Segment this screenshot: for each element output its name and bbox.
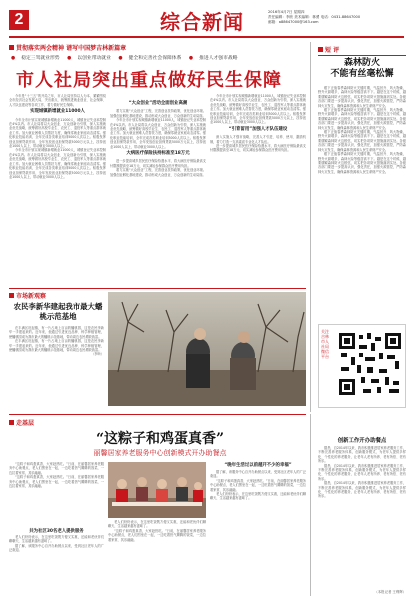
market-photo bbox=[108, 292, 306, 406]
sidebar-body bbox=[318, 86, 406, 322]
bullet-icon: ● bbox=[67, 56, 72, 61]
sidebar-headline-1: 森林防火 bbox=[343, 58, 380, 68]
bottom-headline: “这粽子和鸡蛋真香” bbox=[95, 431, 225, 447]
body-2-text: 着力实施“大众创业”工程，完善创业扶持政策，优化创业环境。加强创业孵化基地建设，推动形成大众创业、万众创新的生动局面。 bbox=[110, 109, 206, 118]
subhead-2: “大众创业”活动全面创业高潮 bbox=[128, 101, 188, 106]
bottom-mid-text: 老人们纷纷表示，在这里吃饭既方便又实惠，还能和老伙伴们聊聊天，生活越来越有滋味了。 bbox=[108, 520, 206, 529]
bottom-col-3 bbox=[210, 470, 306, 596]
market-tag bbox=[9, 291, 46, 300]
sidebar-headline-2: 不能有丝毫松懈 bbox=[330, 69, 394, 79]
bottom-mid-text-2: “这粽子和鸡蛋真香，大家趁热吃。”日前，在丽馨居家养老服务中心助餐点，老人们围坐在一起，一边吃着热气腾腾的饭菜，一边拉着家常，其乐融融。 bbox=[108, 528, 206, 542]
sidebar-rule bbox=[318, 55, 406, 56]
bottom-tag-text: 走基层 bbox=[16, 420, 35, 427]
column-headline: 创新工作开办助餐点 bbox=[337, 438, 387, 444]
bullet-3: 健全和完善社会保障体系 bbox=[128, 56, 182, 61]
body-2-text-cont: 今年全市计划实现城镇新增就业11000人，城镇登记失业率控制在4%以内。市人社局将以大众创业、万众创新为引领，深入实施就业优先战略，统筹做好高校毕业生、农民工、退役军人等重点群体就业工作。加大就业困难人员帮扶力度，确保零就业家庭动态清零。强化职业技能培训，全年完成各类职业培训5000人次以上。积极发挥创业担保贷款作用，全年发放创业担保贷款5000万元以上，扶持创业1000人以上，带动就业3000人以上。 bbox=[110, 118, 206, 149]
bottom-col-1b bbox=[9, 535, 104, 595]
square-icon bbox=[9, 420, 14, 425]
column-credit: （本报记者 王利辉） bbox=[374, 590, 406, 594]
qr-block bbox=[318, 324, 406, 408]
bottom-left-text: “这粽子和鸡蛋真香，大家趁热吃。”日前，在丽馨居家养老服务中心助餐点，老人们围坐在一起，一边吃着热气腾腾的饭菜，一边拉着家常，其乐融融。 bbox=[9, 462, 104, 475]
bottom-left-text-4: 据了解，该服务中心自开办助餐点以来，受到社区老年人的广泛欢迎。 bbox=[9, 543, 104, 553]
bottom-col-2 bbox=[108, 520, 206, 596]
orchard-photo-svg bbox=[108, 292, 306, 406]
bottom-subhead-1: 共为社区30名老人提供服务 bbox=[29, 529, 84, 534]
sidebar-body-text-4: 眼下正值春季森林防火关键时期，气温回升、风大物燥，野外火源增多，森林火险等级居高不下。越是在这个时候，越要绷紧森林防火这根弦，切实把各项防火措施落到实处。各级各部门要进一步提高认识，强化责任，加强火源管控，严防森林火灾发生，确保森林资源和人民生命财产安全。 bbox=[318, 152, 406, 174]
bullet-1: 稳定三驾就业形势 bbox=[21, 56, 60, 61]
top-body-col-2 bbox=[110, 94, 206, 284]
sidebar-body-text: 眼下正值春季森林防火关键时期，气温回升、风大物燥，野外火源增多，森林火险等级居高不下。越是在这个时候，越要绷紧森林防火这根弦，切实把各项防火措施落到实处。各级各部门要进一步提高认识，强化责任，加强火源管控，严防森林火灾发生，确保森林资源和人民生命财产安全。 bbox=[318, 86, 406, 108]
body-3-text: 进一步提高城乡居民医疗保险待遇水平，将大病医疗保险最高支付限额提高至18万元，切实减轻参保群众医疗费用负担。 bbox=[110, 159, 206, 168]
bottom-subtitle: 丽馨居家养老服务中心创新模式开办助餐点 bbox=[93, 449, 227, 457]
kicker-text: 贯彻落实两会精神 谱写中国梦吉林新篇章 bbox=[16, 45, 127, 52]
square-icon bbox=[9, 45, 14, 50]
body-4-text-cont: 进一步提高城乡居民医疗保险待遇水平，将大病医疗保险最高支付限额提高至18万元，切实减轻参保群众医疗费用负担。 bbox=[210, 144, 306, 153]
body-1-text: 今年全市计划实现城镇新增就业11000人，城镇登记失业率控制在4%以内。市人社局将以大众创业、万众创新为引领，深入实施就业优先战略，统筹做好高校毕业生、农民工、退役军人等重点群体就业工作。加大就业困难人员帮扶力度，确保零就业家庭动态清零。强化职业技能培训，全年完成各类职业培训5000人次以上。积极发挥创业担保贷款作用，全年发放创业担保贷款5000万元以上，扶持创业1000人以上，带动就业3000人以上。 bbox=[9, 117, 106, 149]
bullet-icon: ● bbox=[188, 56, 194, 61]
bullet-icon: ● bbox=[118, 56, 123, 61]
bullet-line bbox=[11, 54, 301, 61]
bottom-rule bbox=[9, 414, 306, 415]
date-text: 2016年4月7日 星期四 bbox=[268, 10, 305, 14]
market-rule bbox=[9, 288, 306, 289]
market-credit: （李昕） bbox=[91, 352, 104, 357]
section-title: 综合新闻 bbox=[160, 10, 244, 34]
bottom-left-text-2: “这粽子和鸡蛋真香，大家趁热吃。”日前，在丽馨居家养老服务中心助餐点，老人们围坐在一起，一边吃着热气腾腾的饭菜，一边拉着家常，其乐融融。 bbox=[9, 475, 104, 489]
market-body-text-2: 在丰满区旺起镇，有一片占地上百亩的蟠桃园，这是农民李新华一手建起来的。近年来，他通过引进优良品种、科学种植管理，使蟠桃园成为我市最大的蟠桃示范基地，带动周边农民增收致富。 bbox=[9, 339, 104, 353]
body-1-text-cont: 今年全市计划实现城镇新增就业11000人，城镇登记失业率控制在4%以内。市人社局将以大众创业、万众创新为引领，深入实施就业优先战略，统筹做好高校毕业生、农民工、退役军人等重点群体就业工作。加大就业困难人员帮扶力度，确保零就业家庭动态清零。强化职业技能培训，全年完成各类职业培训5000人次以上。积极发挥创业担保贷款作用，全年发放创业担保贷款5000万元以上，扶持创业1000人以上，带动就业3000人以上。 bbox=[9, 148, 106, 179]
sidebar-body-text-3: 眼下正值春季森林防火关键时期，气温回升、风大物燥，野外火源增多，森林火险等级居高不下。越是在这个时候，越要绷紧森林防火这根弦，切实把各项防火措施落到实处。各级各部门要进一步提高认识，强化责任，加强火源管控，严防森林火灾发生，确保森林资源和人民生命财产安全。 bbox=[318, 130, 406, 152]
bottom-right-text: 据了解，该服务中心自开办助餐点以来，受到社区老年人的广泛欢迎。 bbox=[210, 470, 306, 479]
body-col3-text: 今年全市计划实现城镇新增就业11000人，城镇登记失业率控制在4%以内。市人社局将以大众创业、万众创新为引领，深入实施就业优先战略，统筹做好高校毕业生、农民工、退役军人等重点群体就业工作。加大就业困难人员帮扶力度，确保零就业家庭动态清零。强化职业技能培训，全年完成各类职业培训5000人次以上。积极发挥创业担保贷款作用，全年发放创业担保贷款5000万元以上，扶持创业1000人以上，带动就业3000人以上。 bbox=[210, 94, 306, 125]
sidebar-tag-text: 短 评 bbox=[325, 47, 340, 54]
intro-text: 今年是“十三五”的开局之年，市人社局坚持以人为本，紧紧围绕全市经济社会发展大局，突出重点，统筹推进就业创业、社会保障、人才队伍建设等各项工作，着力做好民生保障。 bbox=[9, 94, 106, 107]
market-body-text: 在丰满区旺起镇，有一片占地上百亩的蟠桃园，这是农民李新华一手建起来的。近年来，他通过引进优良品种、科学种植管理，使蟠桃园成为我市最大的蟠桃示范基地，带动周边农民增收致富。 bbox=[9, 326, 104, 339]
top-kicker bbox=[9, 43, 126, 52]
bottom-photo bbox=[108, 462, 206, 518]
page-number: 2 bbox=[9, 10, 29, 30]
column-body-text: 据悉，自2014年以来，我市积极推进居家养老服务工作，不断完善养老服务体系，创新服务模式，为老年人提供多样化、个性化的养老服务，让老年人老有所养、老有所依、老有所乐。 bbox=[318, 446, 406, 464]
bullet-icon: ● bbox=[11, 56, 16, 61]
email-text: 邮箱：a88647000@163.com bbox=[268, 20, 319, 24]
bottom-tag bbox=[9, 418, 34, 427]
bullet-4: 推进人才强市战略 bbox=[199, 56, 238, 61]
sidebar-body-text-2: 眼下正值春季森林防火关键时期，气温回升、风大物燥，野外火源增多，森林火险等级居高不下。越是在这个时候，越要绷紧森林防火这根弦，切实把各项防火措施落到实处。各级各部门要进一步提高认识，强化责任，加强火源管控，严防森林火灾发生，确保森林资源和人民生命财产安全。 bbox=[318, 108, 406, 130]
bottom-right-text-2: “这粽子和鸡蛋真香，大家趁热吃。”日前，在丽馨居家养老服务中心助餐点，老人们围坐在一起，一边吃着热气腾腾的饭菜，一边拉着家常，其乐融融。 bbox=[210, 478, 306, 492]
top-body-col-3 bbox=[210, 94, 306, 284]
square-icon bbox=[318, 47, 323, 52]
editor-text: 责任编辑：李欣 美术编辑：林勇 电话：0431-88647000 bbox=[268, 15, 361, 19]
column-body-text-2: 据悉，自2014年以来，我市积极推进居家养老服务工作，不断完善养老服务体系，创新服务模式，为老年人提供多样化、个性化的养老服务，让老年人老有所养、老有所依、老有所乐。 bbox=[318, 463, 406, 481]
body-3-text-cont: 着力实施“大众创业”工程，完善创业扶持政策，优化创业环境。加强创业孵化基地建设，推动形成大众创业、万众创新的生动局面。 bbox=[110, 168, 206, 177]
subhead-1: 实现城镇新增就业11000人 bbox=[30, 109, 85, 115]
sidebar-divider bbox=[310, 42, 311, 412]
column-body-text-3: 据悉，自2014年以来，我市积极推进居家养老服务工作，不断完善养老服务体系，创新服务模式，为老年人提供多样化、个性化的养老服务，让老年人老有所养、老有所依、老有所乐。 bbox=[318, 481, 406, 499]
sidebar-tag bbox=[318, 45, 339, 54]
qr-code-icon[interactable] bbox=[337, 331, 403, 397]
bottom-subhead-2: “晚年生活过以前越开不少的幸福” bbox=[224, 463, 292, 468]
top-body-col-1 bbox=[9, 94, 106, 284]
dining-photo-svg bbox=[108, 462, 206, 518]
qr-caption: 关注吉林市人社局微信平台 bbox=[321, 329, 329, 359]
subhead-3: 大病医疗保险扶持标准至18万元 bbox=[126, 151, 190, 157]
square-icon bbox=[9, 293, 14, 298]
bottom-right-text-3: 老人们纷纷表示，在这里吃饭既方便又实惠，还能和老伙伴们聊聊天，生活越来越有滋味了。 bbox=[210, 492, 306, 501]
top-headline: 市人社局突出重点做好民生保障 bbox=[16, 70, 282, 91]
market-tag-text: 市场新观察 bbox=[16, 293, 47, 300]
subhead-4: “引育留用”加强人才队伍建设 bbox=[228, 126, 288, 132]
column-body bbox=[318, 446, 406, 588]
column-divider bbox=[310, 414, 311, 596]
header-rule bbox=[9, 36, 404, 38]
market-headline: 农民李新华建起我市最大蟠桃示范基地 bbox=[13, 302, 103, 321]
market-body bbox=[9, 326, 104, 404]
body-4-text: 深入实施人才强市战略，完善人才引进、培养、使用、激励机制，着力打造一支高素质专业化人才队伍。 bbox=[210, 135, 306, 144]
bullet-2: 以创业带动就业 bbox=[77, 56, 111, 61]
bottom-left-text-3: 老人们纷纷表示，在这里吃饭既方便又实惠，还能和老伙伴们聊聊天，生活越来越有滋味了。 bbox=[9, 535, 104, 544]
bottom-col-1 bbox=[9, 462, 104, 526]
date-line bbox=[268, 10, 408, 25]
sidebar-headline bbox=[318, 58, 406, 80]
